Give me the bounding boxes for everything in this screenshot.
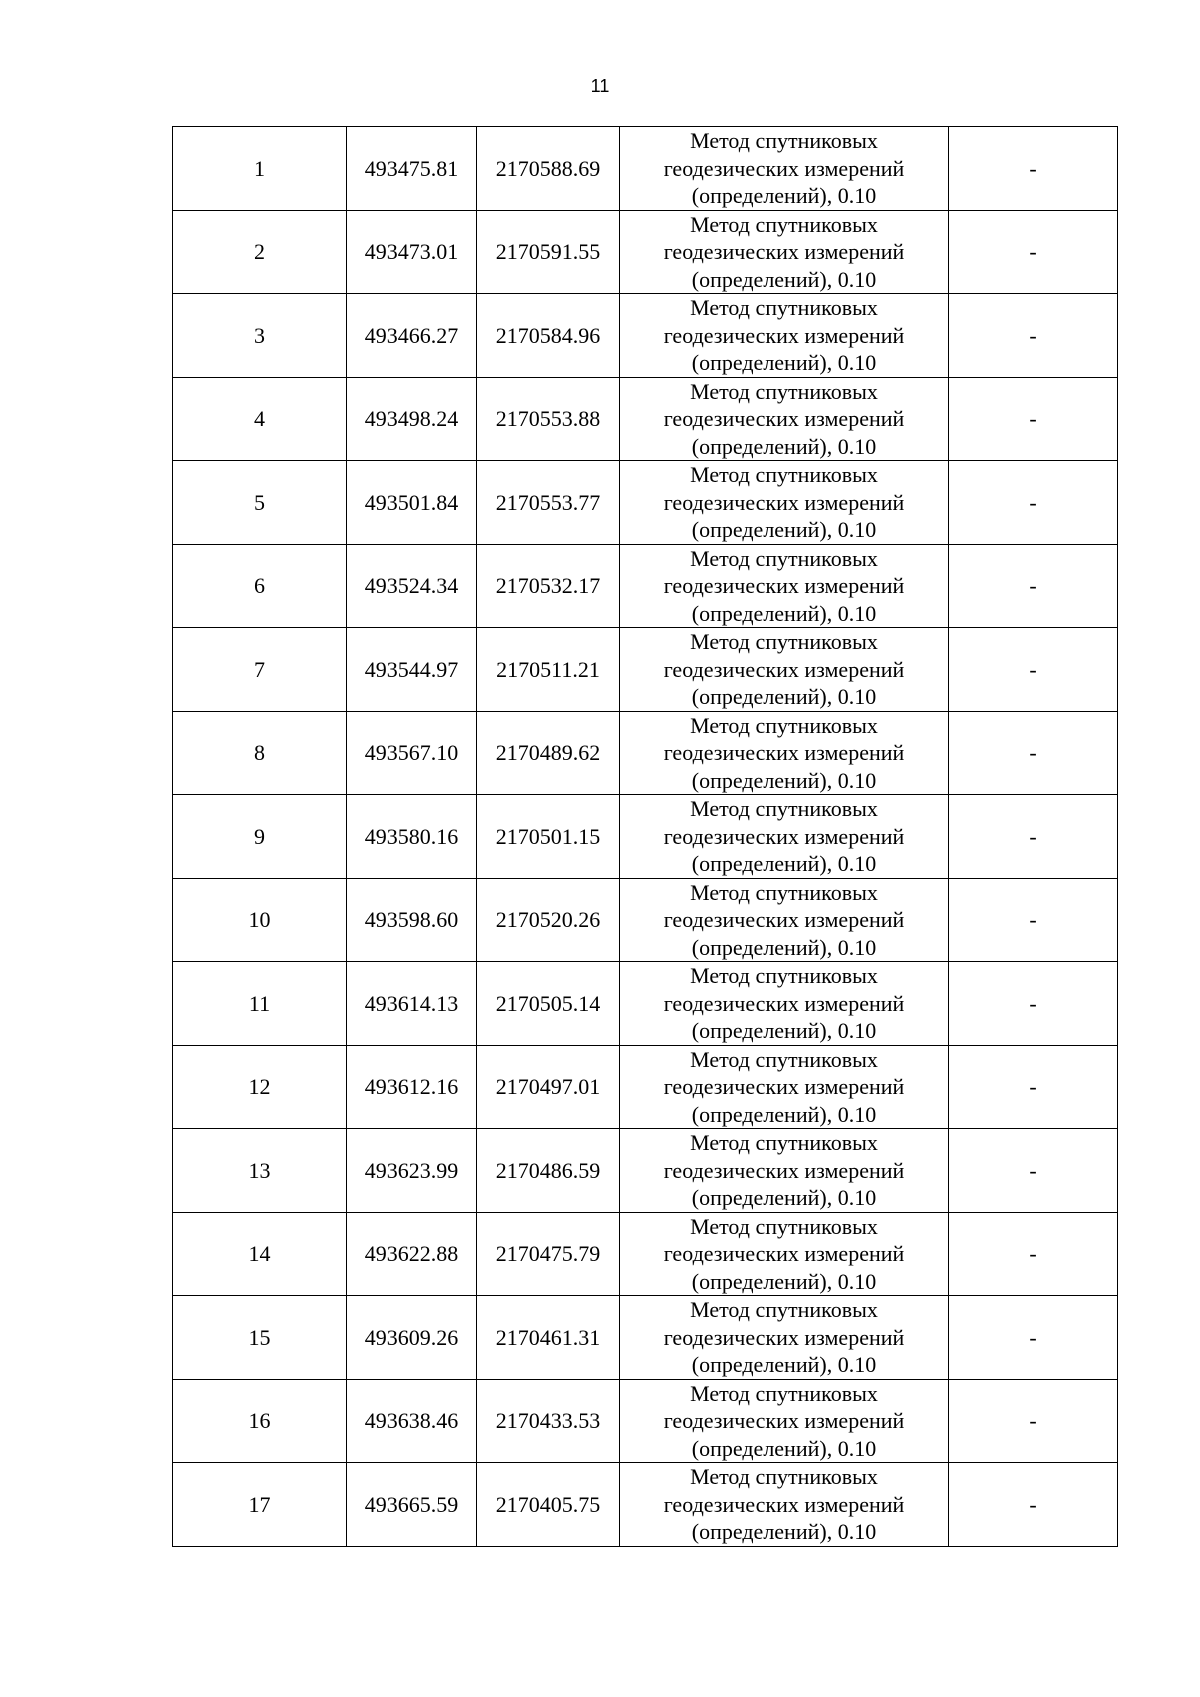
table-row [173,795,1118,879]
table-row [173,1379,1118,1463]
method-line: Метод спутниковых [690,879,878,905]
method-cell [620,1296,949,1380]
method-line: (определений), 0.10 [691,684,877,709]
note-cell: - [949,544,1118,628]
method-line: (определений), 0.10 [691,600,877,626]
method-line: (определений), 0.10 [691,1519,877,1544]
method-line: Метод спутниковых [690,545,878,571]
note-cell: - [949,1045,1118,1129]
method-cell [620,544,949,628]
method-line: (определений), 0.10 [691,350,877,375]
note-cell: - [949,1129,1118,1213]
method-cell [620,628,949,712]
method-cell [620,1129,949,1213]
x-coordinate-cell: 493498.24 [347,377,477,461]
method-line: Метод спутниковых [690,128,878,153]
x-coordinate-cell: 493580.16 [347,795,477,879]
table-row [173,1045,1118,1129]
method-cell [620,294,949,378]
table-row [173,1296,1118,1380]
point-number-cell: 6 [173,544,347,628]
y-coordinate-cell: 2170405.75 [477,1463,620,1547]
table-row [173,962,1118,1046]
note-cell: - [949,711,1118,795]
x-coordinate-cell: 493473.01 [347,210,477,294]
method-line: Метод спутниковых [690,462,878,487]
note-cell: - [949,878,1118,962]
y-coordinate-cell: 2170486.59 [477,1129,620,1213]
y-coordinate-cell: 2170505.14 [477,962,620,1046]
point-number-cell: 14 [173,1212,347,1296]
method-line: Метод спутниковых [690,1464,878,1489]
method-line: (определений), 0.10 [691,1018,877,1043]
coordinates-table-body [173,127,1118,1547]
x-coordinate-cell: 493612.16 [347,1045,477,1129]
table-row [173,878,1118,962]
point-number-cell: 10 [173,878,347,962]
y-coordinate-cell: 2170497.01 [477,1045,620,1129]
x-coordinate-cell: 493524.34 [347,544,477,628]
coordinates-table [172,126,1118,1547]
y-coordinate-cell: 2170553.88 [477,377,620,461]
method-cell [620,210,949,294]
page-number: 11 [590,76,610,96]
table-row [173,544,1118,628]
method-line: Метод спутниковых [690,629,878,654]
table-row [173,628,1118,712]
y-coordinate-cell: 2170489.62 [477,711,620,795]
point-number-cell: 12 [173,1045,347,1129]
method-line: геодезических измерений [663,1241,905,1266]
x-coordinate-cell: 493466.27 [347,294,477,378]
method-line: геодезических измерений [663,990,905,1016]
point-number-cell: 1 [173,127,347,211]
method-line: геодезических измерений [663,406,905,431]
method-line: геодезических измерений [663,239,905,264]
method-line: геодезических измерений [663,740,905,765]
y-coordinate-cell: 2170433.53 [477,1379,620,1463]
method-line: (определений), 0.10 [691,517,877,542]
method-line: (определений), 0.10 [691,1435,877,1461]
y-coordinate-cell: 2170501.15 [477,795,620,879]
note-cell: - [949,962,1118,1046]
table-row [173,1129,1118,1213]
method-line: геодезических измерений [663,1491,905,1517]
method-line: Метод спутниковых [690,1046,878,1072]
method-line: геодезических измерений [663,1408,905,1433]
point-number-cell: 17 [173,1463,347,1547]
method-line: (определений), 0.10 [691,1352,877,1377]
y-coordinate-cell: 2170553.77 [477,461,620,545]
method-cell [620,461,949,545]
point-number-cell: 7 [173,628,347,712]
note-cell: - [949,377,1118,461]
note-cell: - [949,1296,1118,1380]
method-cell [620,711,949,795]
method-line: геодезических измерений [663,656,905,682]
method-line: (определений), 0.10 [691,934,877,960]
x-coordinate-cell: 493665.59 [347,1463,477,1547]
table-row [173,210,1118,294]
y-coordinate-cell: 2170588.69 [477,127,620,211]
x-coordinate-cell: 493623.99 [347,1129,477,1213]
table-row [173,127,1118,211]
method-line: (определений), 0.10 [691,767,877,793]
note-cell: - [949,461,1118,545]
x-coordinate-cell: 493638.46 [347,1379,477,1463]
point-number-cell: 2 [173,210,347,294]
x-coordinate-cell: 493609.26 [347,1296,477,1380]
method-line: (определений), 0.10 [691,1185,877,1210]
x-coordinate-cell: 493614.13 [347,962,477,1046]
point-number-cell: 9 [173,795,347,879]
point-number-cell: 11 [173,962,347,1046]
y-coordinate-cell: 2170461.31 [477,1296,620,1380]
method-line: геодезических измерений [663,573,905,598]
point-number-cell: 3 [173,294,347,378]
method-line: геодезических измерений [663,155,905,181]
point-number-cell: 13 [173,1129,347,1213]
x-coordinate-cell: 493501.84 [347,461,477,545]
method-cell [620,1045,949,1129]
method-line: геодезических измерений [663,1157,905,1183]
method-cell [620,377,949,461]
x-coordinate-cell: 493544.97 [347,628,477,712]
method-line: геодезических измерений [663,322,905,348]
x-coordinate-cell: 493598.60 [347,878,477,962]
note-cell: - [949,1379,1118,1463]
method-line: Метод спутниковых [690,1380,878,1406]
table-row [173,461,1118,545]
y-coordinate-cell: 2170511.21 [477,628,620,712]
method-line: Метод спутниковых [690,378,878,404]
method-line: Метод спутниковых [690,963,878,988]
table-row [173,377,1118,461]
table-row [173,711,1118,795]
note-cell: - [949,1212,1118,1296]
note-cell: - [949,1463,1118,1547]
method-line: Метод спутниковых [690,1213,878,1239]
point-number-cell: 15 [173,1296,347,1380]
point-number-cell: 5 [173,461,347,545]
y-coordinate-cell: 2170475.79 [477,1212,620,1296]
table-row [173,1463,1118,1547]
method-line: Метод спутниковых [690,1130,878,1155]
method-cell [620,878,949,962]
method-cell [620,1463,949,1547]
method-line: (определений), 0.10 [691,266,877,292]
method-cell [620,795,949,879]
y-coordinate-cell: 2170520.26 [477,878,620,962]
method-line: Метод спутниковых [690,295,878,320]
y-coordinate-cell: 2170532.17 [477,544,620,628]
method-line: геодезических измерений [663,823,905,849]
method-line: геодезических измерений [663,1074,905,1099]
y-coordinate-cell: 2170591.55 [477,210,620,294]
method-line: Метод спутниковых [690,1297,878,1322]
note-cell: - [949,210,1118,294]
note-cell: - [949,294,1118,378]
method-line: (определений), 0.10 [691,433,877,459]
method-line: Метод спутниковых [690,211,878,237]
x-coordinate-cell: 493475.81 [347,127,477,211]
method-line: (определений), 0.10 [691,1268,877,1294]
point-number-cell: 16 [173,1379,347,1463]
method-line: геодезических измерений [663,489,905,515]
note-cell: - [949,628,1118,712]
note-cell: - [949,127,1118,211]
x-coordinate-cell: 493567.10 [347,711,477,795]
method-cell [620,127,949,211]
method-cell [620,1212,949,1296]
method-cell [620,1379,949,1463]
note-cell: - [949,795,1118,879]
method-cell [620,962,949,1046]
point-number-cell: 8 [173,711,347,795]
method-line: (определений), 0.10 [691,1101,877,1127]
method-line: геодезических измерений [663,907,905,932]
table-row [173,1212,1118,1296]
table-row [173,294,1118,378]
point-number-cell: 4 [173,377,347,461]
method-line: Метод спутниковых [690,796,878,821]
method-line: геодезических измерений [663,1324,905,1350]
method-line: (определений), 0.10 [691,851,877,876]
method-line: (определений), 0.10 [691,183,877,208]
y-coordinate-cell: 2170584.96 [477,294,620,378]
method-line: Метод спутниковых [690,712,878,738]
x-coordinate-cell: 493622.88 [347,1212,477,1296]
